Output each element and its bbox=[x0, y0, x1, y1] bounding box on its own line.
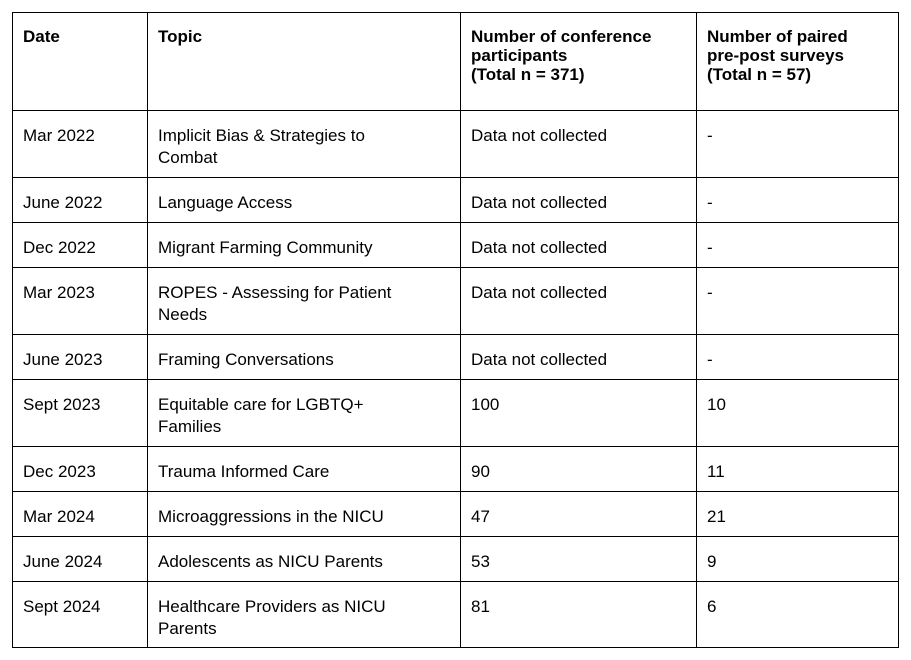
table-row bbox=[13, 447, 899, 492]
header-participants-line-2: participants bbox=[471, 46, 568, 65]
table-row bbox=[13, 223, 899, 268]
cell-topic-line-1: Trauma Informed Care bbox=[158, 462, 330, 481]
cell-participants: 90 bbox=[461, 447, 697, 492]
header-date bbox=[13, 13, 148, 111]
cell-surveys: - bbox=[697, 223, 899, 268]
cell-surveys: 9 bbox=[697, 537, 899, 582]
cell-topic-line-1: Adolescents as NICU Parents bbox=[158, 552, 383, 571]
cell-topic bbox=[148, 537, 461, 582]
cell-surveys: 21 bbox=[697, 492, 899, 537]
cell-date: June 2024 bbox=[13, 537, 148, 582]
cell-surveys: - bbox=[697, 268, 899, 335]
cell-participants: Data not collected bbox=[461, 178, 697, 223]
cell-topic bbox=[148, 178, 461, 223]
header-date-label: Date bbox=[23, 27, 60, 46]
cell-topic-line-1: Equitable care for LGBTQ+ bbox=[158, 395, 364, 414]
cell-topic-line-1: Implicit Bias & Strategies to bbox=[158, 126, 365, 145]
cell-topic-line-1: Microaggressions in the NICU bbox=[158, 507, 384, 526]
cell-date: Dec 2022 bbox=[13, 223, 148, 268]
cell-topic-line-1: ROPES - Assessing for Patient bbox=[158, 283, 392, 302]
cell-topic-line-1: Migrant Farming Community bbox=[158, 238, 373, 257]
table-row bbox=[13, 537, 899, 582]
cell-surveys: - bbox=[697, 335, 899, 380]
cell-topic-line-1: Language Access bbox=[158, 193, 293, 212]
table-row bbox=[13, 492, 899, 537]
cell-participants: Data not collected bbox=[461, 111, 697, 178]
cell-topic-line-2: Families bbox=[158, 417, 222, 436]
cell-date: Mar 2022 bbox=[13, 111, 148, 178]
header-topic-label: Topic bbox=[158, 27, 203, 46]
header-surveys-line-3: (Total n = 57) bbox=[707, 65, 812, 84]
cell-surveys: 11 bbox=[697, 447, 899, 492]
table-row bbox=[13, 178, 899, 223]
cell-topic bbox=[148, 447, 461, 492]
cell-participants: Data not collected bbox=[461, 223, 697, 268]
table-row bbox=[13, 268, 899, 335]
cell-topic-line-2: Needs bbox=[158, 305, 208, 324]
header-participants bbox=[461, 13, 697, 111]
cell-participants: 53 bbox=[461, 537, 697, 582]
header-participants-line-3: (Total n = 371) bbox=[471, 65, 585, 84]
cell-topic-line-1: Framing Conversations bbox=[158, 350, 334, 369]
cell-topic-line-2: Combat bbox=[158, 148, 218, 167]
cell-topic-line-1: Healthcare Providers as NICU bbox=[158, 597, 386, 616]
table-row bbox=[13, 111, 899, 178]
cell-participants: 47 bbox=[461, 492, 697, 537]
cell-surveys: - bbox=[697, 178, 899, 223]
header-participants-line-1: Number of conference bbox=[471, 27, 652, 46]
cell-date: Sept 2023 bbox=[13, 380, 148, 447]
cell-topic bbox=[148, 492, 461, 537]
cell-date: Dec 2023 bbox=[13, 447, 148, 492]
cell-date: Mar 2023 bbox=[13, 268, 148, 335]
conference-table bbox=[12, 12, 899, 648]
table-row bbox=[13, 582, 899, 648]
cell-date: June 2023 bbox=[13, 335, 148, 380]
cell-topic bbox=[148, 582, 461, 648]
header-surveys bbox=[697, 13, 899, 111]
cell-participants: Data not collected bbox=[461, 268, 697, 335]
table-row bbox=[13, 380, 899, 447]
header-topic bbox=[148, 13, 461, 111]
cell-surveys: - bbox=[697, 111, 899, 178]
cell-topic bbox=[148, 268, 461, 335]
cell-topic bbox=[148, 223, 461, 268]
header-surveys-line-1: Number of paired bbox=[707, 27, 848, 46]
table-row bbox=[13, 335, 899, 380]
cell-topic-line-2: Parents bbox=[158, 619, 217, 638]
header-row bbox=[13, 13, 899, 111]
cell-surveys: 10 bbox=[697, 380, 899, 447]
cell-date: Sept 2024 bbox=[13, 582, 148, 648]
cell-surveys: 6 bbox=[697, 582, 899, 648]
cell-topic bbox=[148, 111, 461, 178]
cell-participants: Data not collected bbox=[461, 335, 697, 380]
header-surveys-line-2: pre-post surveys bbox=[707, 46, 844, 65]
cell-participants: 81 bbox=[461, 582, 697, 648]
cell-date: June 2022 bbox=[13, 178, 148, 223]
cell-participants: 100 bbox=[461, 380, 697, 447]
cell-date: Mar 2024 bbox=[13, 492, 148, 537]
cell-topic bbox=[148, 380, 461, 447]
cell-topic bbox=[148, 335, 461, 380]
